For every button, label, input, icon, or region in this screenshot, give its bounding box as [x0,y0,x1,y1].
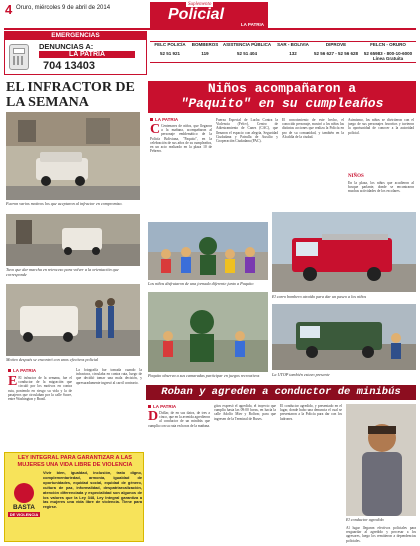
minibus-caption: El conductor agredido [346,518,384,522]
contact-felcn: FELCN - ORURO 52 65983 - 800-10-6000 Línea Gratuita [363,42,413,61]
paquito-body-1-text: Centenares de niños, que llegaron a la mañana, acompañaron al personaje emblemático de la Policía Boliviana, "Paquito", en la celebración de sus años de su cumpleaños, en un acto realizado en la plaza 10 de Febrero. [150,124,212,154]
paquito-headline-box [148,81,416,113]
brand-logo [150,2,268,28]
paquito-dropcap: C [150,124,161,137]
phone-icon [9,44,29,70]
infractor-caption-2: Tuvo que dar marcha en retroceso para volver a la orientación que corresponde [6,268,119,277]
infractor-body-b: La fotografía fue tomada cuando la infractora, circulaba en contra ruta, luego de que decidió tomar una mala decisión, y apresuradamente ingresó al carril contrario. [76,368,142,385]
page-number: 4 [5,2,13,17]
infractor-photo-1 [6,112,140,200]
paquito-kicker: LA PATRIA [150,117,178,122]
violencia-title-2: MUJERES UNA VIDA LIBRE DE VIOLENCIA [17,462,133,468]
infractor-kicker: LA PATRIA [8,368,36,373]
dateline: Oruro, miércoles 9 de abril de 2014 [16,5,111,11]
paquito-caption-1: Los niños disfrutaron de una jornada diferente junto a Paquito [148,282,254,286]
emergencias-title: EMERGENCIAS [5,32,146,40]
supplement-tag: Suplemento [188,2,212,7]
minibus-body-1 [148,411,210,541]
infractor-caption-3: Motivo después se encontró con unos efectivos policial [6,358,99,362]
header-rule [4,28,416,30]
denuncias-label: DENUNCIAS A: [39,42,94,51]
minibus-body-1-text: Dollar, de en sus datos, de tres a cinco, que en la avenida agredieron al conductor de un minibús que cumplía con su ruta en horas de la mañana. [148,411,210,428]
paquito-caption-4: La UTOP también estuvo presente [272,373,330,377]
paquito-body-5: En la plaza, los niños que acudieron al bosque parlante, donde se encontraron muchas actividades de los escolares. [348,181,414,194]
contact-sar: SAR - BOLIVIA 132 [277,42,309,56]
contact-asistencia: ASISTENCIA PÚBLICA 52 51 404 [222,42,272,56]
ninos-label: NIÑOS [348,174,364,179]
minibus-dropcap: D [148,411,159,424]
paquito-caption-2: El carro bombero atraído para dar un paseo a los niños [272,295,367,299]
infractor-caption-1: Fueron varios motivos los que aceptaron al infractor en compromiso. [6,202,123,206]
infractor-photo-2 [6,214,140,266]
paquito-headline-2: "Paquito" en su cumpleaños [180,96,384,111]
minibus-body-3: El conductor agredido, y presentado en el lugar, donde hubo una denuncia el cual se presentaron a la Policía para dar con los ladrones. [280,404,342,421]
violencia-banner [4,452,144,542]
minibus-photo [346,404,416,516]
paquito-caption-3: Paquito observa a sus camaradas participar en juegos recreativos [148,374,260,378]
paquito-body-4: Asimismo, los niños se divirtieron con el juego de sus personajes favoritos y tuvieron la oportunidad de conocer a la autoridad policial. [348,118,414,135]
fist-icon [14,483,34,503]
denuncias-paper: LA PATRIA [39,51,135,58]
infractor-dropcap: E [8,376,18,389]
infractor-photo-3 [6,284,140,356]
infractor-body-a-text: El infractor de la semana, fue el conductor de la migración que circuló por los motivos en contra ruta, poniendo en riesgo su vida y la de pasajeros que circulaban por la calle Sucre, entre Washington y Brasil. [8,376,72,402]
emergencias-box [4,31,147,75]
paquito-body-2: Fuerza Especial de Lucha Contra la Violencia (Felcv), Centro de Adiestramiento de Canes (CAC), que llenaron el espacio con alegría, Seguridad Ciudadana y Patrulla de Auxilio y Cooperación Ciudadana (PAC). [216,118,278,144]
violencia-badge [8,483,40,523]
minibus-body-4: Al lugar llegaron efectivos policiales para resguardar al agredido y procesar a los agresores, luego los remitieron a dependencias policiales. [346,526,416,543]
minibus-headline: Roban y agreden a conductor de minibús [161,386,401,398]
contact-diprove: DIPROVE 52 56 627 - 52 56 628 [313,42,359,56]
minibus-body-2: gitos expresó el agredido, el trayecto que cumplía hasta las 09:00 horas, en hacía la calle Adolfo Mier y Bolívar, para que ingresen de la Terminal de Buses. [214,404,276,421]
paquito-photo-4 [272,304,416,370]
paquito-photo-1 [148,222,268,280]
denuncias-phone: 704 13403 [43,60,95,72]
paquito-headline-1: Niños acompañaron a [207,81,357,96]
paquito-body-1 [150,124,212,220]
infractor-headline: EL INFRACTOR DE LA SEMANA [6,80,135,110]
badge-text-1: BASTA [13,504,35,511]
violencia-title-1: LEY INTEGRAL PARA GARANTIZAR A LAS [17,455,133,461]
paquito-body-3: El conocimiento de este hecho, el conocido personaje, mostró a los niños las distintas acciones que realiza la Policía en pro de su comunidad, y también en la Alcaldía de la ciudad. [282,118,344,139]
brand-sub: LA PATRIA [240,22,264,27]
contacts-strip [150,41,416,63]
minibus-kicker: LA PATRIA [148,404,176,409]
badge-text-2: DE VIOLENCIA [9,512,39,517]
brand-name: Policial [168,6,225,23]
paquito-photo-2 [272,212,416,292]
contact-felc: FELC POLICÍA 52 51 921 [154,42,186,56]
infractor-body-a [8,376,72,450]
contact-bomberos: BOMBEROS 119 [191,42,219,56]
violencia-body: Vivir bien, igualdad, inclusión, trato digno, complementariedad, armonía, igualdad de oportunidades, equidad social, equidad de género, cultura de paz, informalidad, despatriarcalización, atención diferenciada y especialidad son algunos de los valores que la Ley 348, Ley Integral garantiza a las mujeres una vida libre de violencia. Tiene para regirse. [43,471,142,510]
paquito-photo-3 [148,292,268,372]
minibus-headline-box [146,385,416,400]
